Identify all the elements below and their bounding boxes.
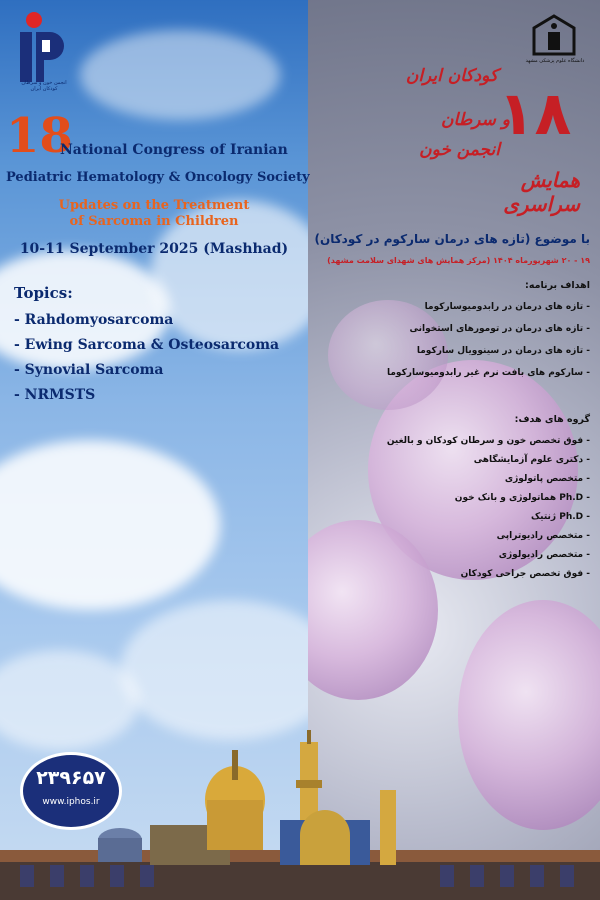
society-line3: انجمن خون [419, 140, 500, 160]
topic-item: - NRMSTS [14, 387, 96, 403]
updates-line2: of Sarcoma in Children [69, 214, 239, 229]
topic-item: - Rahdomyosarcoma [14, 312, 174, 328]
audience-item: - متخصص رادیوتراپی [496, 531, 590, 541]
title-line1: National Congress of Iranian [60, 142, 288, 158]
topic-item: - Ewing Sarcoma & Osteosarcoma [14, 337, 280, 353]
audience-item: - متخصص رادیولوژی [498, 550, 590, 560]
audience-item: - فوق تخصص خون و سرطان کودکان و بالغین [386, 436, 590, 446]
audience-item: - Ph.D هماتولوژی و بانک خون [454, 493, 590, 503]
audience-item: - فوق تخصص جراحی کودکان [460, 569, 590, 579]
goal-item: - سارکوم های بافت نرم غیر رابدومیوسارکوما [386, 368, 590, 378]
website-link[interactable]: www.iphos.ir [42, 797, 100, 807]
society-line1: کودکان ایران [405, 66, 498, 86]
university-emblem [528, 14, 580, 58]
university-caption: دانشگاه علوم پزشکی مشهد [525, 58, 585, 64]
congress-number-fa: ۱۸ [498, 79, 572, 149]
phone-number: ۲۳۹۶۵۷ [36, 767, 106, 789]
cloud [80, 30, 280, 120]
audience-heading: گروه های هدف: [514, 414, 590, 425]
topic-item: - Synovial Sarcoma [14, 362, 164, 378]
audience-item: - دکتری علوم آزمایشگاهی [473, 455, 590, 465]
congress-name-fa: همایش سراسری [503, 168, 580, 216]
goal-item: - تازه های درمان در رابدومیوسارکوما [424, 302, 590, 312]
congress-date: 10-11 September 2025 (Mashhad) [19, 241, 289, 257]
goal-item: - تازه های درمان در سینوویال سارکوما [416, 346, 590, 356]
updates-line1: Updates on the Treatment [58, 198, 250, 213]
shrine-illustration [0, 730, 600, 900]
society-logo [16, 10, 66, 90]
title-line2: Pediatric Hematology & Oncology Society [6, 170, 310, 185]
cloud [120, 600, 308, 740]
congress-number: 18 [6, 108, 73, 164]
goal-item: - تازه های درمان در تومورهای استخوانی [409, 324, 590, 334]
audience-item: - متخصص پاتولوژی [504, 474, 590, 484]
logo-caption: انجمن خون و سرطان کودکان ایران [21, 80, 67, 92]
audience-item: - Ph.D ژنتیک [530, 512, 590, 522]
dates-fa: ۱۹ - ۲۰ شهریورماه ۱۴۰۴ (مرکز همایش های شهدای سلامت مشهد) [327, 256, 590, 265]
subject-fa: با موضوع (تازه های درمان سارکوم در کودکان) [314, 232, 590, 246]
society-line2: و سرطان [441, 110, 510, 130]
topics-heading: Topics: [14, 284, 73, 302]
goals-heading: اهداف برنامه: [525, 280, 590, 291]
cloud [0, 440, 220, 610]
